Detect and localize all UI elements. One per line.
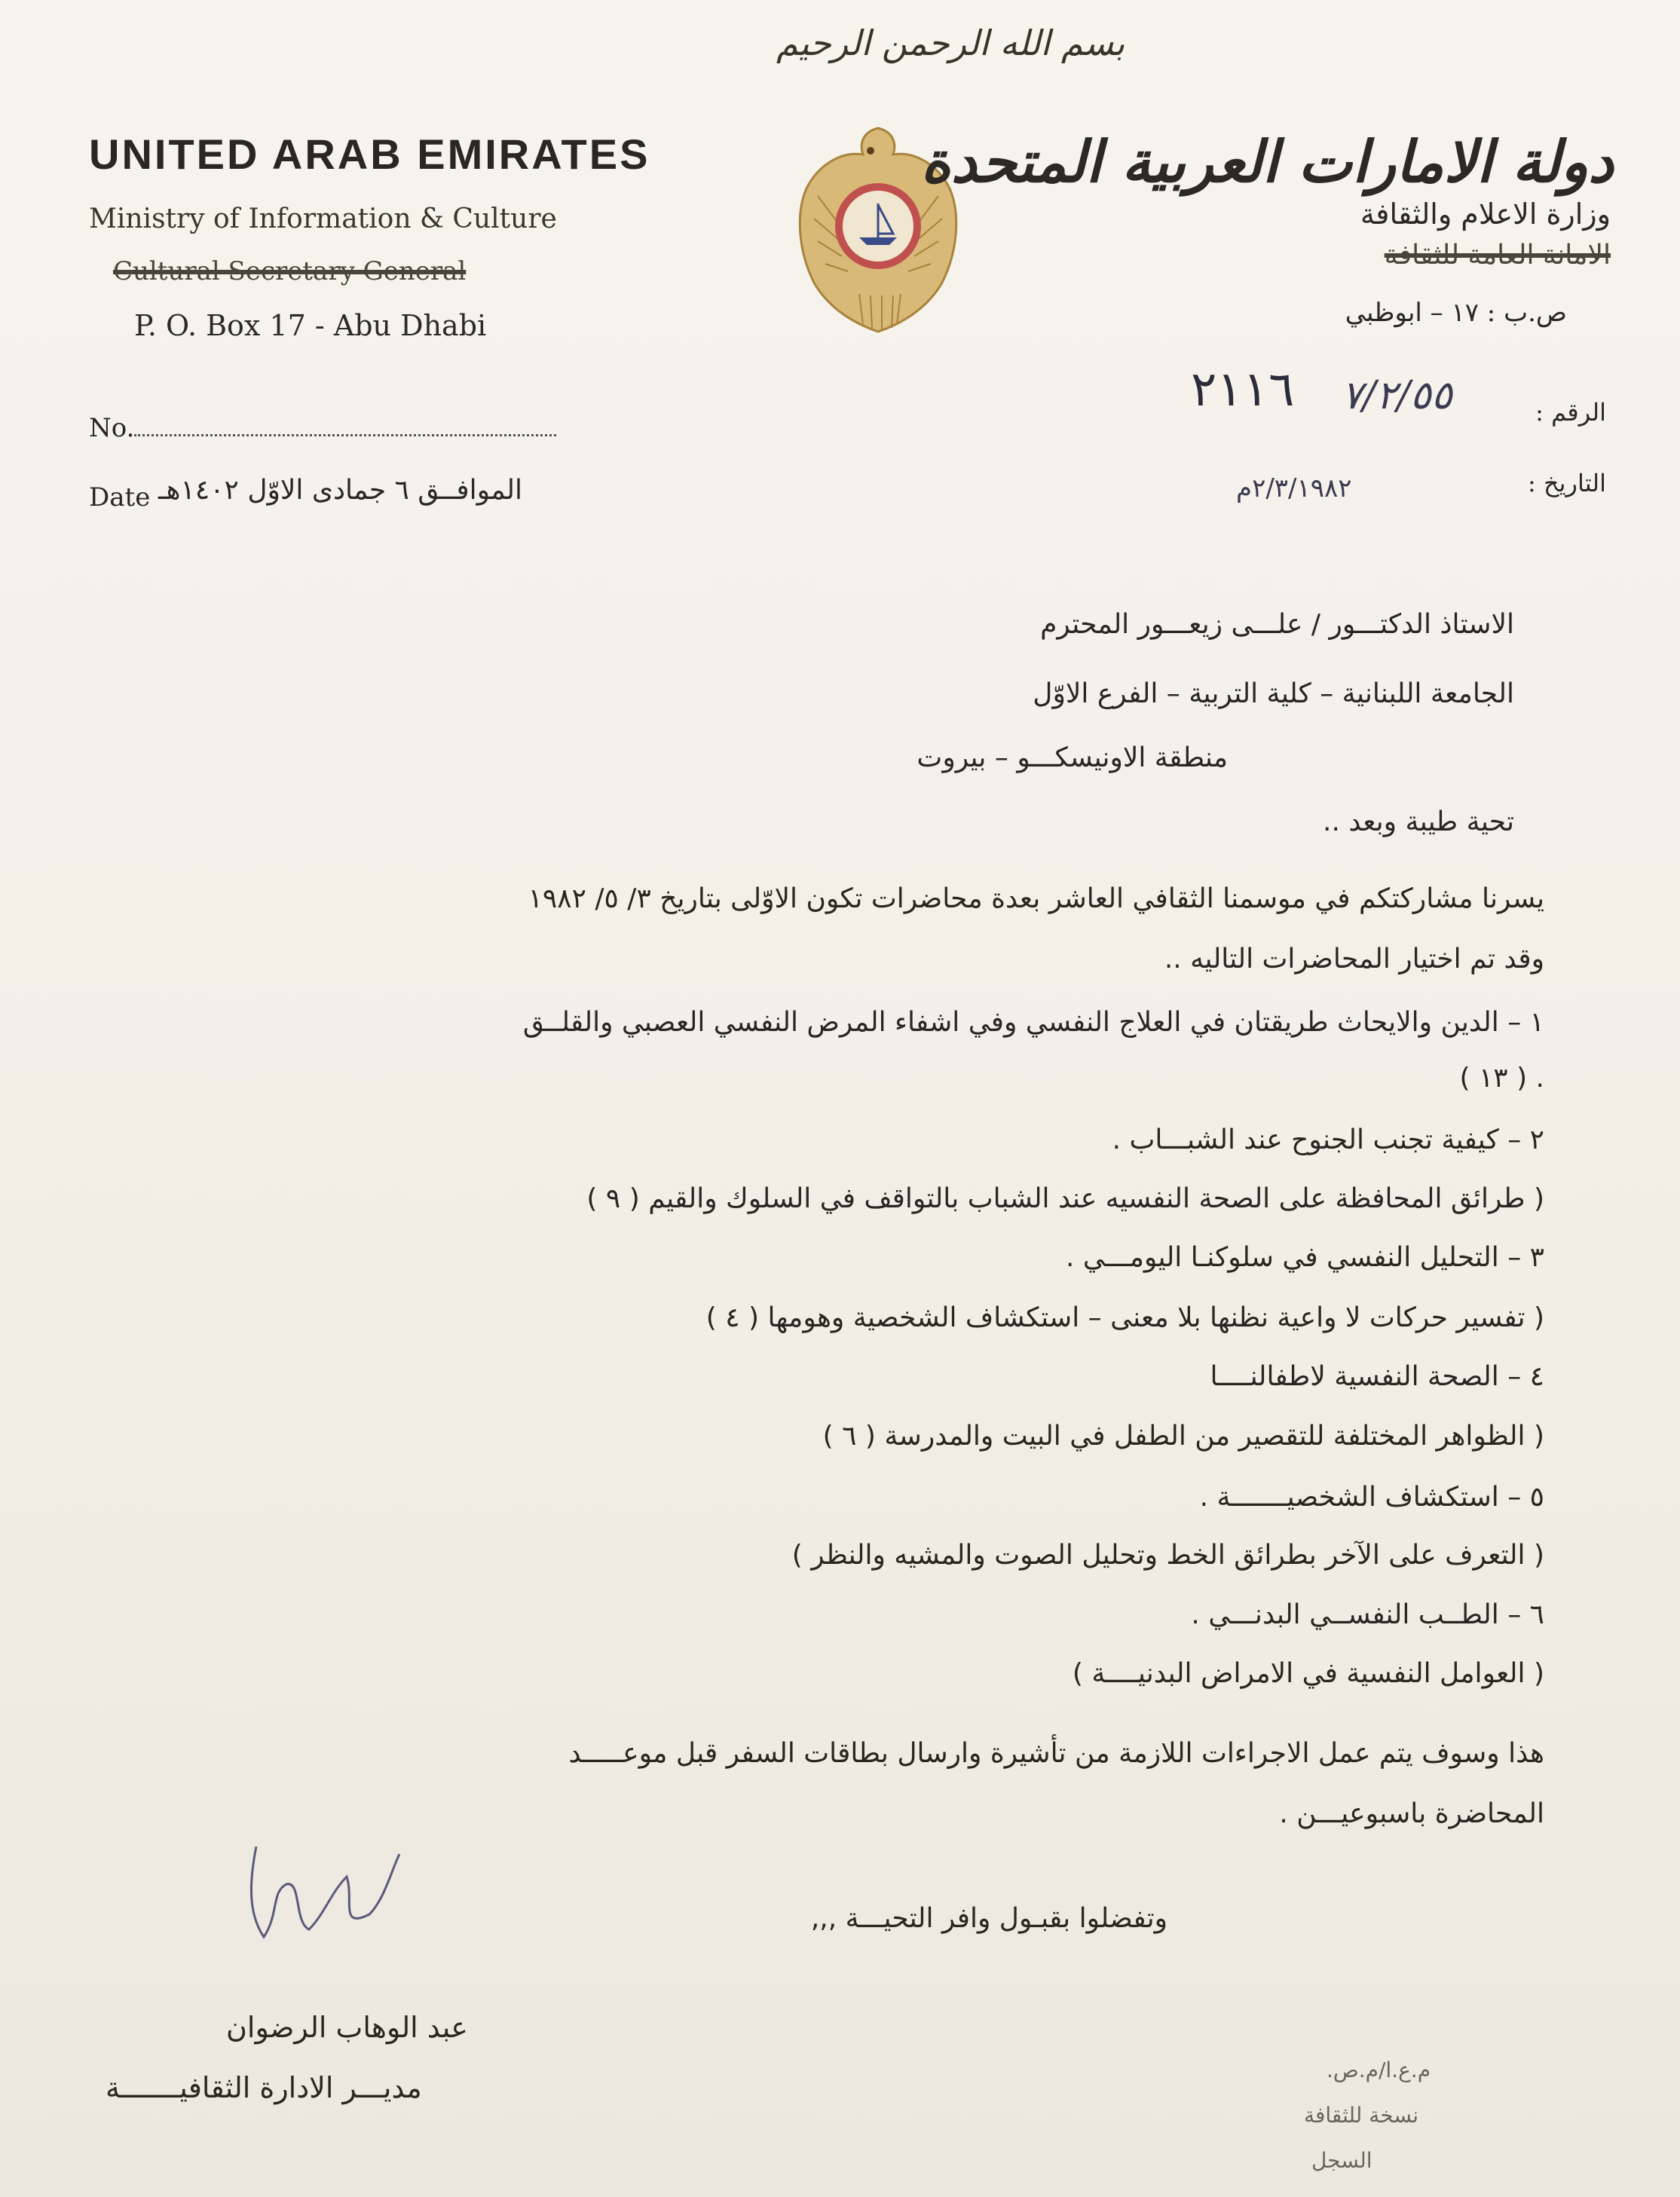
lecture-item-1: ١ – الدين والايحاث طريقتان في العلاج النفسي وفي اشفاء المرض النفسي العصبي والقلــق <box>522 1007 1544 1038</box>
signatory-name: عبد الوهاب الرضوان <box>226 2011 468 2044</box>
date-en-field <box>89 482 150 513</box>
address-ar: ص.ب : ١٧ – ابوظبي <box>1345 298 1567 328</box>
lecture-item-4-note: ( الظواهر المختلفة للتقصير من الطفل في البيت والمدرسة ( ٦ ) <box>822 1421 1544 1452</box>
paragraph-2: هذا وسوف يتم عمل الاجراءات اللازمة من تأشيرة وارسال بطاقات السفر قبل موعـــــد <box>568 1738 1544 1769</box>
cc-line-2: نسخة للثقافة <box>1304 2103 1419 2128</box>
recipient-line-1: الاستاذ الدكتـــور / علـــى زيعـــور المحترم <box>1040 609 1514 640</box>
country-name-ar: دولة الامارات العربية المتحدة <box>920 128 1614 195</box>
date-label: Date <box>89 482 151 513</box>
lecture-item-3-note: ( تفسير حركات لا واعية نظنها بلا معنى – استكشاف الشخصية وهومها ( ٤ ) <box>705 1302 1544 1333</box>
ministry-name-en: Ministry of Information & Culture <box>89 203 557 234</box>
recipient-line-2: الجامعة اللبنانية – كلية التربية – الفرع الاوّل <box>1033 678 1514 709</box>
no-dotted-line <box>134 434 556 436</box>
greeting: تحية طيبة وبعد .. <box>1323 806 1514 837</box>
lecture-item-5: ٥ – استكشاف الشخصيـــــــة . <box>1199 1482 1544 1513</box>
cc-line-1: م.ع.ا/م.ص. <box>1327 2058 1431 2082</box>
recipient-line-3: منطقة الاونيسكـــو – بيروت <box>917 742 1228 773</box>
lecture-item-6: ٦ – الطــب النفســي البدنـــي . <box>1191 1599 1544 1630</box>
department-name-en: Cultural Secretary General <box>113 256 467 286</box>
department-name-ar: الامانة العامة للثقافة <box>1384 240 1611 271</box>
paragraph-1: يسرنا مشاركتكم في موسمنا الثقافي العاشر بعدة محاضرات تكون الاوّلى بتاريخ ٣/ ٥/ ١٩٨٢ <box>528 883 1544 914</box>
address-en: P. O. Box 17 - Abu Dhabi <box>134 309 487 342</box>
lecture-item-2-note: ( طرائق المحافظة على الصحة النفسيه عند الشباب بالتواقف في السلوك والقيم ( ٩ ) <box>586 1183 1544 1214</box>
lecture-item-6-note: ( العوامل النفسية في الامراض البدنيــــة ) <box>1072 1658 1544 1689</box>
gregorian-date: ٢/٣/١٩٨٢م <box>1236 473 1352 503</box>
cc-line-3: السجل <box>1311 2148 1372 2173</box>
ref-handwritten: ٧/٢/٥٥ <box>1342 373 1452 418</box>
hijri-date: الموافــق ٦ جمادى الاوّل ١٤٠٢هـ <box>158 475 523 506</box>
ref-label-ar: الرقم : <box>1535 398 1606 427</box>
lecture-item-3: ٣ – التحليل النفسي في سلوكنـا اليومـــي . <box>1066 1242 1544 1273</box>
lecture-item-2: ٢ – كيفية تجنب الجنوح عند الشبـــاب . <box>1112 1125 1544 1155</box>
paragraph-1-cont: وقد تم اختيار المحاضرات التاليه .. <box>1164 944 1544 975</box>
country-name-en: UNITED ARAB EMIRATES <box>89 130 650 178</box>
lecture-item-5-note: ( التعرف على الآخر بطرائق الخط وتحليل الصوت والمشيه والنظر ) <box>791 1540 1544 1571</box>
paragraph-2-cont: المحاضرة باسبوعيـــن . <box>1279 1798 1544 1829</box>
signatory-title: مديـــر الادارة الثقافيـــــــة <box>106 2071 422 2104</box>
date-label-ar: التاريخ : <box>1527 469 1606 497</box>
no-label: No. <box>89 413 135 443</box>
ref-number: ٢١١٦ <box>1191 362 1295 418</box>
ministry-name-ar: وزارة الاعلام والثقافة <box>1360 197 1611 231</box>
handwritten-signature <box>226 1824 422 1960</box>
lecture-item-1-note: . ( ١٣ ) <box>1459 1063 1544 1094</box>
closing-line: وتفضلوا بقبـول وافر التحيـــة ,,, <box>810 1903 1167 1934</box>
basmala: بسم الله الرحمن الرحيم <box>776 23 1125 63</box>
lecture-item-4: ٤ – الصحة النفسية لاطفالنــــا <box>1210 1361 1544 1392</box>
reference-no-field <box>89 413 556 443</box>
